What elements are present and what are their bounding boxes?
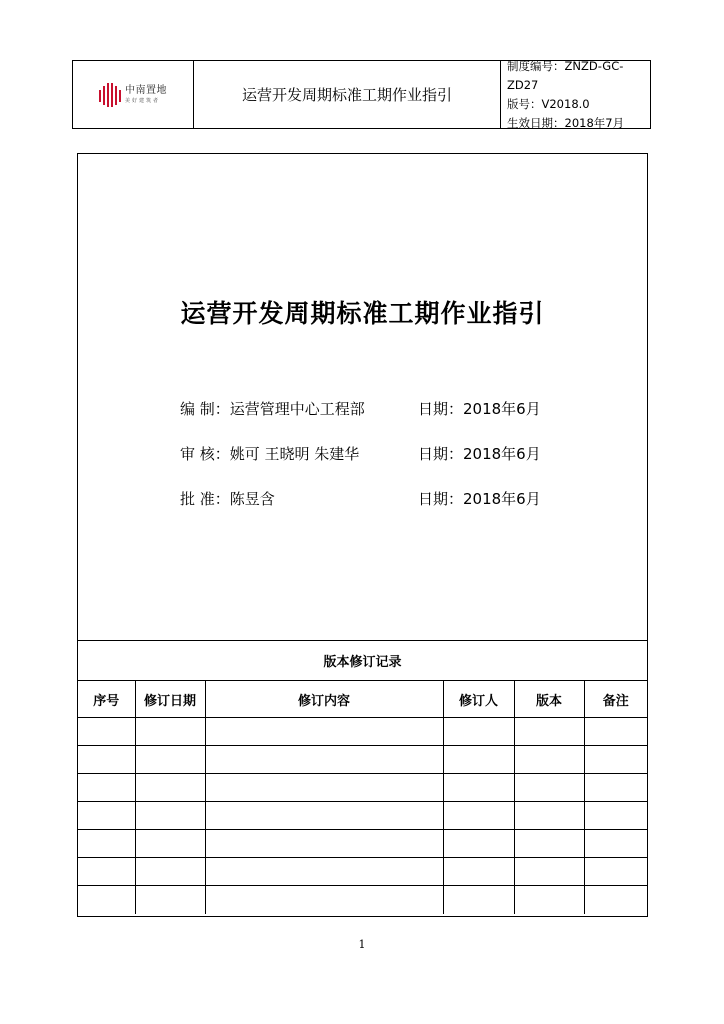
table-cell [135,718,205,746]
table-cell [584,774,647,802]
signoff-label: 审 核：姚可 王晓明 朱建华 [180,445,360,463]
table-cell [584,802,647,830]
table-cell [78,858,135,886]
signoff-date: 日期：2018年6月 [418,445,541,463]
table-cell [443,774,514,802]
table-cell [205,886,443,914]
signoff-date: 日期：2018年6月 [418,490,541,508]
table-cell [514,802,584,830]
cover-frame [77,153,648,917]
signoff-approved [180,488,541,509]
table-cell [514,746,584,774]
table-cell [78,746,135,774]
table-cell [205,802,443,830]
table-cell [584,858,647,886]
table-cell [514,718,584,746]
signoff-label: 批 准：陈昱含 [180,490,275,508]
col-header-version: 版本 [514,681,584,718]
table-cell [514,774,584,802]
table-cell [135,774,205,802]
table-cell [514,886,584,914]
table-header-row [78,681,647,718]
table-cell [78,802,135,830]
header-meta [501,58,650,130]
table-cell [205,746,443,774]
table-cell [443,858,514,886]
revision-record-title: 版本修订记录 [78,640,647,681]
table-cell [514,858,584,886]
table-cell [443,718,514,746]
table-cell [514,830,584,858]
logo-bars-icon [99,83,121,107]
table-cell [443,802,514,830]
version-number: 版号：V2018.0 [507,96,590,111]
col-header-content: 修订内容 [205,681,443,718]
logo-name: 中南置地 [125,84,167,96]
table-cell [205,858,443,886]
col-header-date: 修订日期 [135,681,205,718]
table-cell [584,718,647,746]
table-cell [135,802,205,830]
table-row [78,830,647,858]
table-row [78,774,647,802]
logo-slogan: 美好建筑者 [125,97,161,104]
company-logo [99,83,167,107]
table-row [78,802,647,830]
table-cell [78,886,135,914]
table-cell [443,830,514,858]
table-cell [584,830,647,858]
table-cell [135,886,205,914]
table-cell [78,718,135,746]
effective-date: 生效日期：2018年7月 [507,115,625,130]
policy-number: 制度编号：ZNZD-GC-ZD27 [507,58,624,92]
table-row [78,746,647,774]
col-header-reviser: 修订人 [443,681,514,718]
table-cell [205,774,443,802]
table-row [78,858,647,886]
col-header-index: 序号 [78,681,135,718]
signoff-reviewed [180,443,541,464]
header-title: 运营开发周期标准工期作业指引 [194,61,501,128]
table-row [78,718,647,746]
table-cell [584,746,647,774]
table-cell [205,830,443,858]
signoff-prepared [180,398,541,419]
signoff-label: 编 制：运营管理中心工程部 [180,400,365,418]
table-cell [443,746,514,774]
table-cell [584,886,647,914]
col-header-remarks: 备注 [584,681,647,718]
page-number: 1 [358,938,366,951]
signoff-date: 日期：2018年6月 [418,400,541,418]
document-title: 运营开发周期标准工期作业指引 [180,299,545,328]
table-cell [135,830,205,858]
table-cell [205,718,443,746]
revision-table [78,680,647,914]
logo-cell [73,61,194,128]
table-cell [78,774,135,802]
table-cell [78,830,135,858]
table-row [78,886,647,914]
table-cell [135,746,205,774]
document-header [72,60,651,129]
table-cell [443,886,514,914]
table-cell [135,858,205,886]
